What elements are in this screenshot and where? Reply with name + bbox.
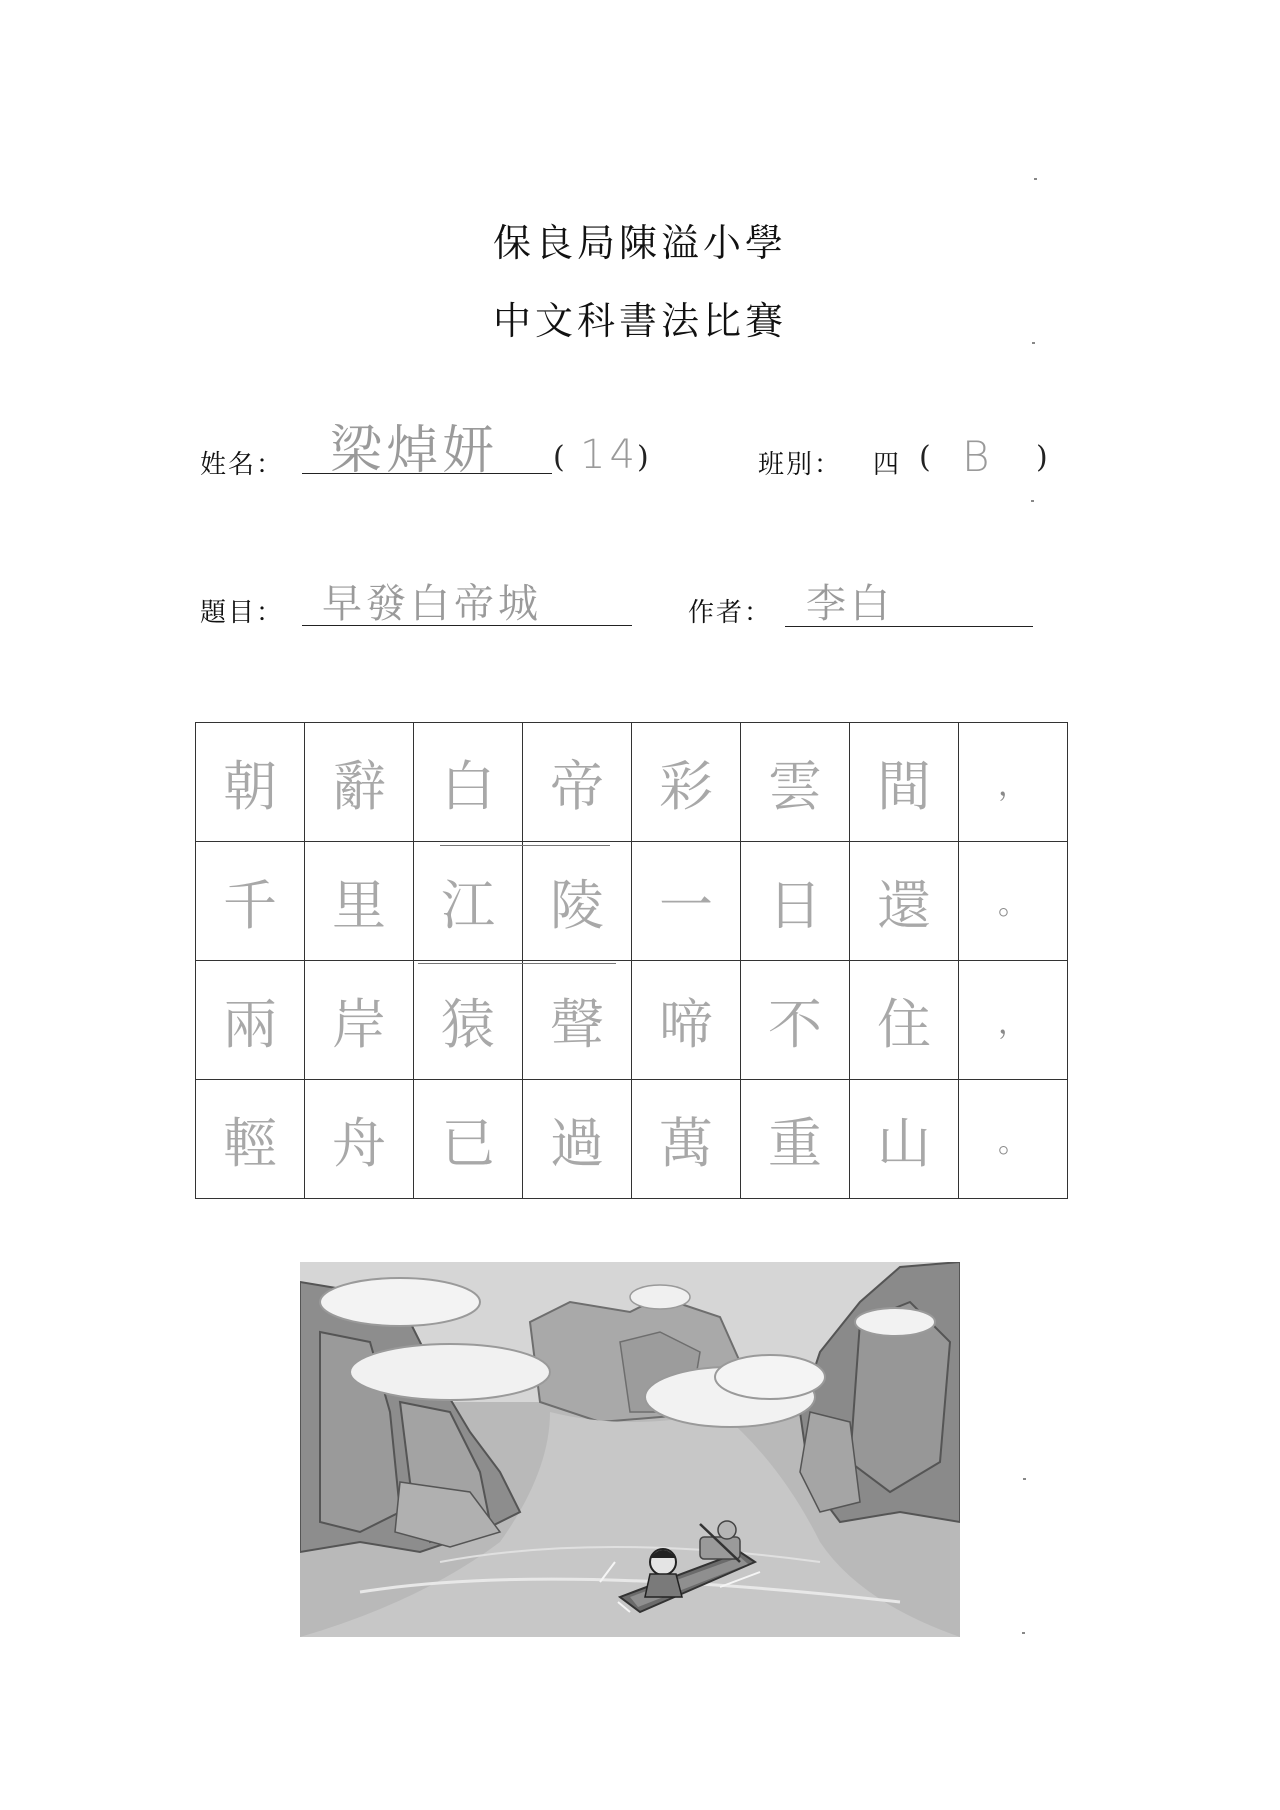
author-value: 李白 bbox=[806, 581, 894, 627]
poem-row bbox=[196, 1080, 1068, 1199]
grid-cell: 猿 bbox=[414, 961, 523, 1080]
grid-cell-punctuation: ， bbox=[959, 961, 1068, 1080]
scan-speck bbox=[1034, 178, 1037, 180]
name-value: 梁焯妍 bbox=[330, 421, 499, 481]
name-label: 姓名： bbox=[200, 450, 285, 480]
contest-title: 中文科書法比賽 bbox=[492, 299, 787, 343]
grid-cell-punctuation: ， bbox=[959, 723, 1068, 842]
student-number-open: ( bbox=[553, 440, 565, 475]
poem-row bbox=[196, 961, 1068, 1080]
grid-cell: 朝 bbox=[196, 723, 305, 842]
author-underline bbox=[785, 626, 1033, 627]
poem-grid bbox=[195, 722, 1068, 1199]
grid-cell: 里 bbox=[305, 842, 414, 961]
scan-speck bbox=[1031, 500, 1034, 502]
poem-row bbox=[196, 723, 1068, 842]
grid-cell: 陵 bbox=[523, 842, 632, 961]
grid-cell: 一 bbox=[632, 842, 741, 961]
grid-cell: 不 bbox=[741, 961, 850, 1080]
grid-cell-punctuation: 。 bbox=[959, 842, 1068, 961]
school-name: 保良局陳溢小學 bbox=[492, 221, 787, 265]
grid-cell: 輕 bbox=[196, 1080, 305, 1199]
topic-label: 題目： bbox=[200, 598, 285, 628]
scan-speck bbox=[1023, 1478, 1026, 1480]
grid-cell: 白 bbox=[414, 723, 523, 842]
poem-row bbox=[196, 842, 1068, 961]
grid-cell: 江 bbox=[414, 842, 523, 961]
class-section: B bbox=[962, 432, 994, 481]
grid-cell: 聲 bbox=[523, 961, 632, 1080]
grid-cell: 千 bbox=[196, 842, 305, 961]
grid-cell: 帝 bbox=[523, 723, 632, 842]
grid-cell: 兩 bbox=[196, 961, 305, 1080]
gorge-boat-illustration bbox=[300, 1262, 960, 1637]
grid-cell: 已 bbox=[414, 1080, 523, 1199]
grid-cell: 雲 bbox=[741, 723, 850, 842]
proper-noun-underline-baidi bbox=[440, 845, 610, 846]
grid-cell-punctuation: 。 bbox=[959, 1080, 1068, 1199]
grid-cell: 山 bbox=[850, 1080, 959, 1199]
grid-cell: 彩 bbox=[632, 723, 741, 842]
proper-noun-underline-jiangling bbox=[418, 963, 616, 964]
grid-cell: 啼 bbox=[632, 961, 741, 1080]
scan-speck bbox=[1032, 342, 1035, 344]
student-number-close: ) bbox=[637, 440, 649, 475]
class-label: 班別： bbox=[758, 450, 843, 480]
grid-cell: 住 bbox=[850, 961, 959, 1080]
grid-cell: 間 bbox=[850, 723, 959, 842]
topic-value: 早發白帝城 bbox=[322, 581, 542, 627]
student-number: 14 bbox=[580, 432, 639, 478]
grid-cell: 過 bbox=[523, 1080, 632, 1199]
grid-cell: 還 bbox=[850, 842, 959, 961]
grid-cell: 舟 bbox=[305, 1080, 414, 1199]
class-grade: 四 bbox=[873, 450, 902, 480]
grid-cell: 萬 bbox=[632, 1080, 741, 1199]
class-open: ( bbox=[919, 440, 931, 475]
grid-cell: 日 bbox=[741, 842, 850, 961]
topic-underline bbox=[302, 625, 632, 626]
grid-cell: 重 bbox=[741, 1080, 850, 1199]
grid-cell: 辭 bbox=[305, 723, 414, 842]
name-underline bbox=[302, 473, 552, 474]
author-label: 作者： bbox=[688, 598, 773, 628]
grid-cell: 岸 bbox=[305, 961, 414, 1080]
class-close: ) bbox=[1036, 440, 1048, 475]
scan-speck bbox=[1022, 1632, 1025, 1634]
